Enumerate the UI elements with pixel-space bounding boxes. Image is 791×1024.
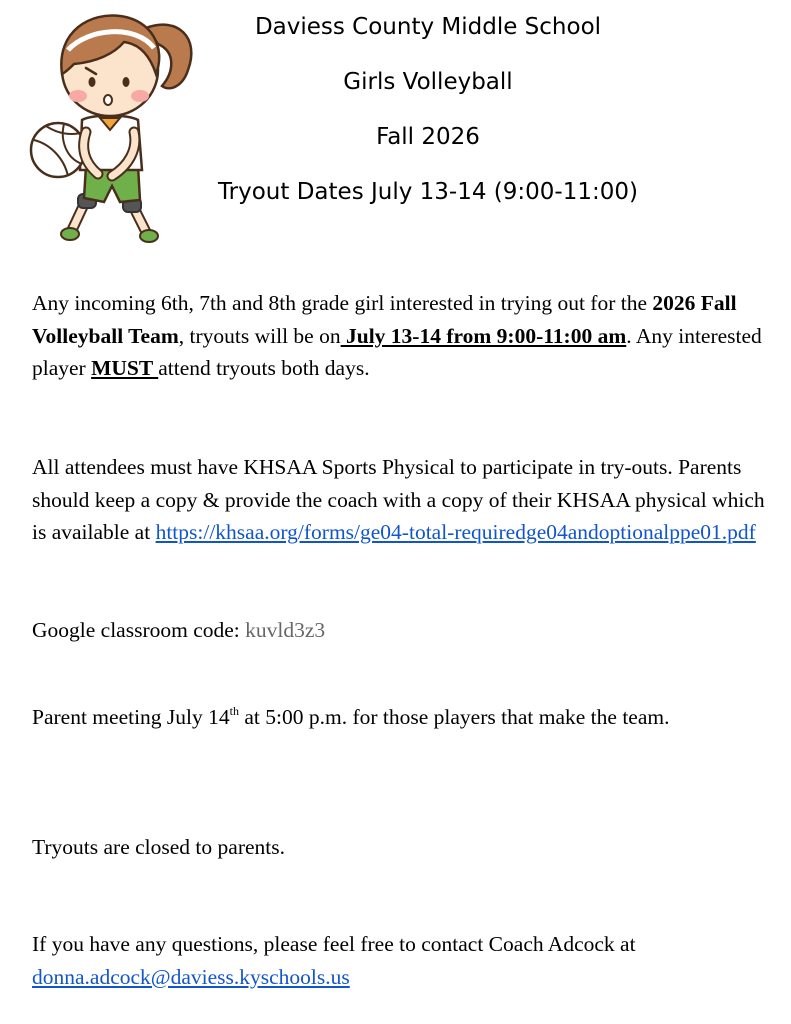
- intro-text-3: . Any interested player: [32, 323, 762, 380]
- must-emphasis: MUST: [91, 356, 159, 380]
- physical-paragraph: [32, 451, 772, 549]
- intro-text-2: , tryouts will be on: [178, 323, 341, 348]
- meeting-text-1: Parent meeting July 14: [32, 705, 230, 729]
- closed-tryouts-notice: Tryouts are closed to parents.: [32, 835, 285, 859]
- team-name: 2026 Fall Volleyball Team: [32, 291, 737, 348]
- season: Fall 2026: [376, 124, 480, 150]
- intro-paragraph: [32, 287, 772, 385]
- meeting-text-2: at 5:00 p.m. for those players that make the team.: [239, 705, 670, 729]
- classroom-code-label: Google classroom code:: [32, 618, 246, 642]
- coach-email-link[interactable]: donna.adcock@daviess.kyschools.us: [32, 964, 350, 989]
- intro-text-4: attend tryouts both days.: [158, 356, 370, 380]
- tryout-dates-emphasis: July 13-14 from 9:00-11:00 am: [340, 323, 627, 348]
- intro-text-1: Any incoming 6th, 7th and 8th grade girl interested in trying out for the: [32, 291, 653, 315]
- classroom-code-line: [32, 614, 772, 647]
- parent-meeting-paragraph: [32, 701, 772, 734]
- contact-text: If you have any questions, please feel free to contact Coach Adcock at: [32, 932, 636, 956]
- khsaa-physical-link[interactable]: https://khsaa.org/forms/ge04-total-requiredge04andoptionalppe01.pdf: [155, 520, 756, 544]
- physical-text: All attendees must have KHSAA Sports Physical to participate in try-outs. Parents should keep a copy & provide the coach with a copy of their KHSAA physical which is available at: [32, 455, 765, 544]
- classroom-code-value: kuvld3z3: [245, 618, 326, 642]
- program-name: Girls Volleyball: [343, 69, 513, 95]
- contact-paragraph: [32, 928, 772, 993]
- school-name: Daviess County Middle School: [254, 14, 602, 40]
- tryout-dates-heading: Tryout Dates July 13-14 (9:00-11:00): [218, 179, 638, 205]
- meeting-ordinal: th: [229, 704, 239, 718]
